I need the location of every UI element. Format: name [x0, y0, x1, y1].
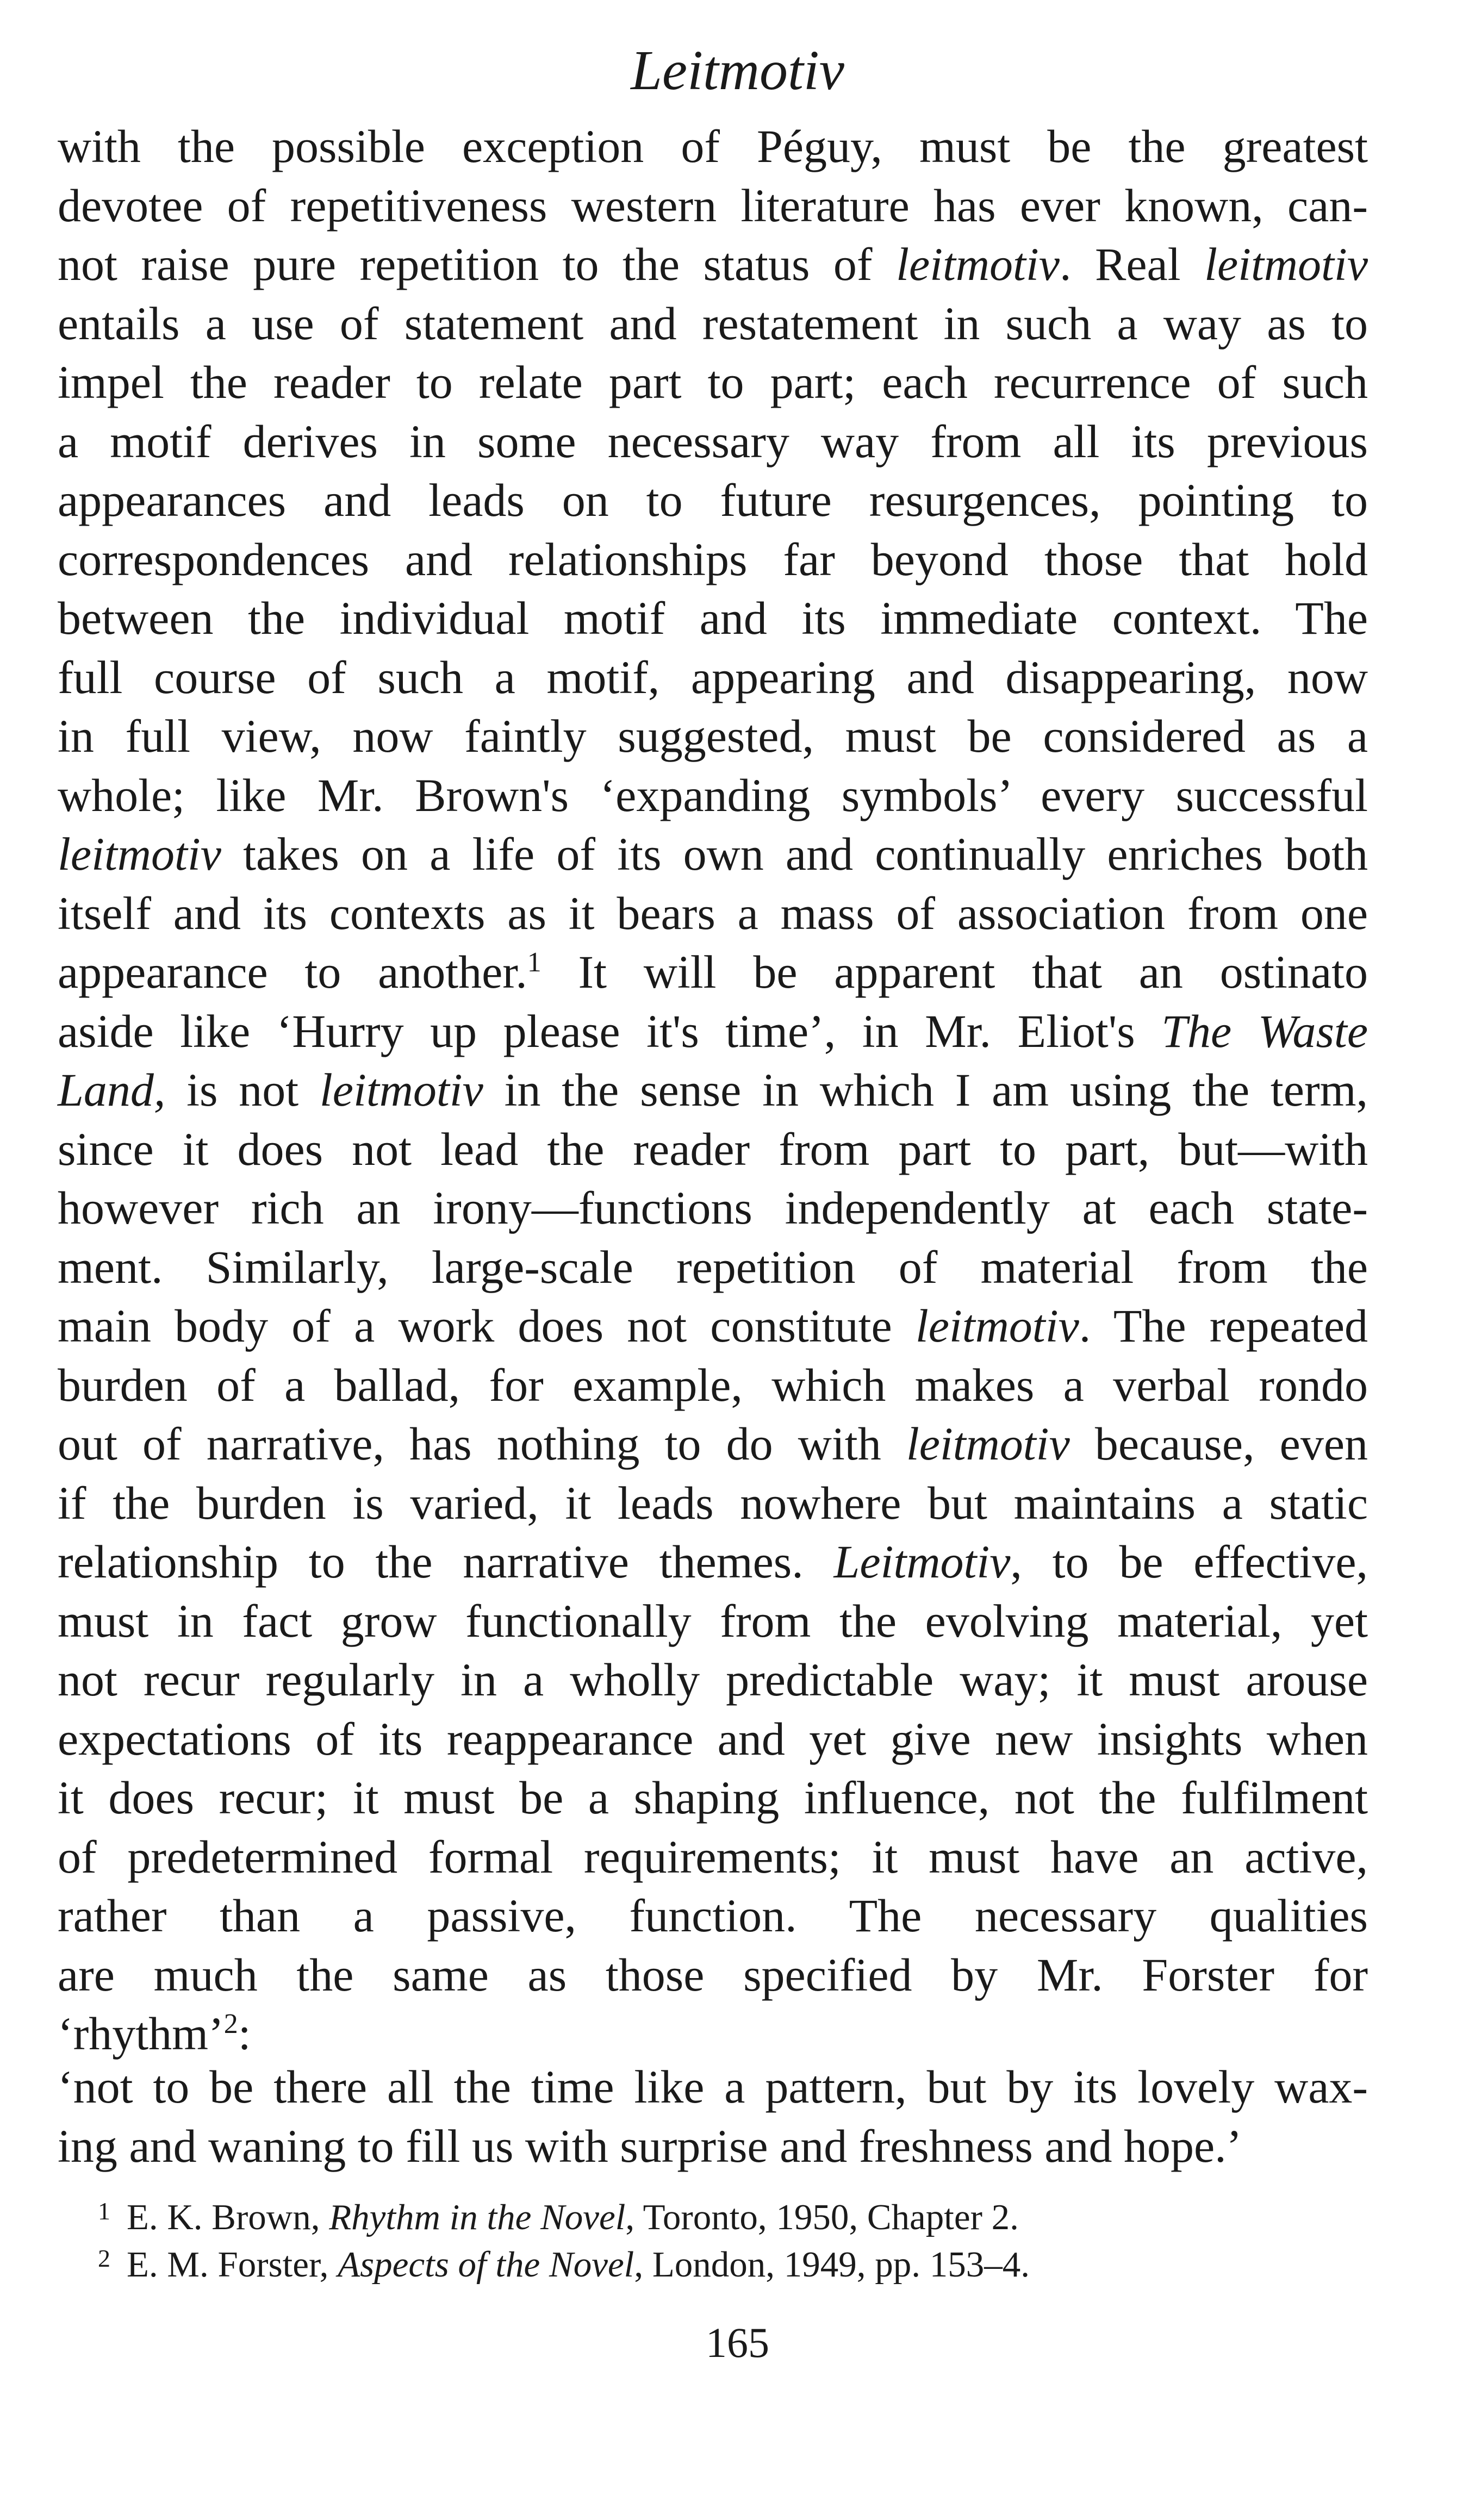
text-line: rather than a passive, function. The necessary qualities — [58, 1889, 1368, 1942]
text-line: burden of a ballad, for example, which makes a verbal rondo — [58, 1358, 1368, 1411]
text-line: out of narrative, has nothing to do with leitmotiv because, even — [58, 1418, 1368, 1470]
body-paragraph — [58, 117, 1368, 2063]
footnote-1: $^1$ E. K. Brown, Rhythm in the Novel, Toronto, 1950, Chapter 2. — [98, 2197, 1019, 2237]
text-line: entails a use of statement and restatement in such a way as to — [58, 297, 1368, 350]
text-line: ment. Similarly, large-scale repetition of material from the — [58, 1240, 1368, 1293]
text-line: it does recur; it must be a shaping influence, not the fulfilment — [58, 1772, 1368, 1824]
text-line: itself and its contexts as it bears a mass of association from one — [58, 887, 1368, 939]
text-line: not raise pure repetition to the status of leitmotiv. Real leitmotiv — [58, 238, 1368, 290]
text-line: however rich an irony—functions independently at each state- — [58, 1182, 1368, 1234]
block-quote — [58, 2057, 1368, 2175]
page-number: 165 — [706, 2319, 769, 2366]
text-line: full course of such a motif, appearing and disappearing, now — [58, 651, 1368, 703]
footnotes — [98, 2191, 1348, 2285]
text-line: Land, is not leitmotiv in the sense in which I am using the term, — [58, 1064, 1368, 1116]
text-line: ‘rhythm’$^2$: — [58, 2007, 251, 2060]
footnote-2: $^2$ E. M. Forster, Aspects of the Novel, London, 1949, pp. 153–4. — [98, 2244, 1030, 2285]
text-line: since it does not lead the reader from part to part, but—with — [58, 1122, 1368, 1175]
text-line: correspondences and relationships far beyond those that hold — [58, 533, 1368, 585]
text-line: expectations of its reappearance and yet give new insights when — [58, 1712, 1368, 1765]
text-line: impel the reader to relate part to part; each recurrence of such — [58, 356, 1368, 408]
text-line: appearance to another.$^1$ It will be apparent that an ostinato — [58, 946, 1368, 998]
text-line: devotee of repetitiveness western literature has ever known, can- — [58, 179, 1368, 232]
running-head: Leitmotiv — [631, 39, 844, 102]
text-line: with the possible exception of Péguy, must be the greatest — [58, 120, 1368, 172]
text-line: of predetermined formal requirements; it must have an active, — [58, 1830, 1368, 1883]
text-line: must in fact grow functionally from the evolving material, yet — [58, 1594, 1368, 1647]
text-line: relationship to the narrative themes. Leitmotiv, to be effective, — [58, 1536, 1368, 1588]
text-line: whole; like Mr. Brown's ‘expanding symbols’ every successful — [58, 769, 1368, 821]
footnote-ref-1: 1 — [527, 947, 542, 978]
text-line: between the individual motif and its immediate context. The — [58, 592, 1368, 644]
text-line: if the burden is varied, it leads nowhere but maintains a static — [58, 1476, 1368, 1529]
text-line: aside like ‘Hurry up please it's time’, in Mr. Eliot's The Waste — [58, 1005, 1368, 1057]
text-line: leitmotiv takes on a life of its own and continually enriches both — [58, 828, 1368, 880]
text-line: are much the same as those specified by Mr. Forster for — [58, 1948, 1368, 2001]
text-line: main body of a work does not constitute leitmotiv. The repeated — [58, 1300, 1368, 1352]
quote-line: ‘not to be there all the time like a pattern, but by its lovely wax- — [58, 2061, 1368, 2113]
text-line: a motif derives in some necessary way from all its previous — [58, 415, 1368, 467]
text-line: not recur regularly in a wholly predictable way; it must arouse — [58, 1654, 1368, 1706]
footnote-ref-2: 2 — [223, 2008, 238, 2039]
quote-line: ing and waning to fill us with surprise and freshness and hope.’ — [58, 2119, 1242, 2172]
text-line: in full view, now faintly suggested, must be considered as a — [58, 710, 1368, 762]
text-line: appearances and leads on to future resurgences, pointing to — [58, 474, 1368, 526]
